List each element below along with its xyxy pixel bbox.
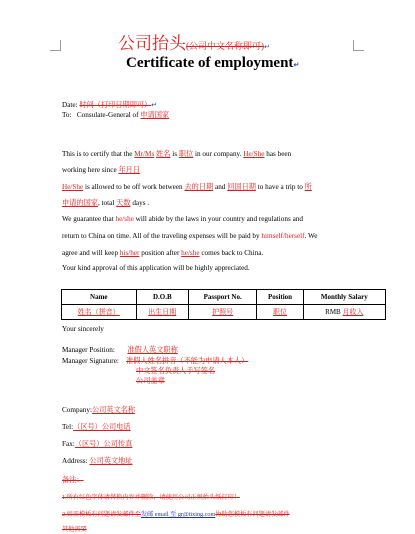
- tel-value: （区号）公司电话: [73, 423, 131, 431]
- note-2-text: 2.如需模板有问题请发邮件至: [62, 511, 141, 518]
- manager-position-label: Manager Position:: [62, 346, 115, 354]
- note-email-link[interactable]: 发邮 email 至 gr@tixing.com: [140, 511, 216, 518]
- crop-mark-top-left: [50, 40, 61, 51]
- text-run: Your kind approval of this application will be highly appreciated.: [62, 264, 250, 272]
- note-3: [62, 525, 87, 534]
- return-date-field: 回国日期: [227, 183, 256, 191]
- fax-label: Fax:: [62, 440, 75, 448]
- para1-line3: [62, 183, 312, 192]
- cell-name: 姓名（拼音）: [62, 305, 137, 320]
- destination-field: 所: [304, 183, 312, 191]
- company-line: [62, 406, 135, 415]
- closing-text: Your sincerely: [62, 325, 104, 333]
- text-run: is allowed to be off work between: [84, 183, 183, 191]
- paragraph-mark: ↵: [293, 61, 300, 69]
- note-1-text: 1.所有红色字体请替换内容并删除，请使用公司正规抬头纸打印！: [62, 494, 240, 501]
- para2-line3: [62, 249, 263, 258]
- letterhead-main: 公司抬头: [118, 34, 186, 53]
- para1-line1: [62, 150, 291, 159]
- note-3-text: 其他需要: [62, 526, 87, 533]
- letterhead-sub: (公司中文名称即可): [186, 41, 264, 51]
- title-field: Mr/Ms: [134, 150, 155, 158]
- company-letterhead: [118, 29, 270, 54]
- since-date-field: 年月日: [118, 166, 141, 174]
- manager-signature-line3: [136, 377, 165, 386]
- text-run: in our company.: [195, 150, 242, 158]
- table-row: [62, 305, 386, 320]
- manager-position-line: [62, 346, 178, 355]
- destination-field: 申请的国家: [62, 199, 98, 207]
- text-run: comes back to China.: [201, 249, 264, 257]
- company-label: Company:: [62, 406, 92, 414]
- tel-line: [62, 423, 131, 432]
- text-run: This is to certify that the: [62, 150, 133, 158]
- manager-handwritten-note: 中文签名负责人手写签名: [136, 367, 216, 375]
- tel-label: Tel:: [62, 423, 74, 431]
- paragraph-mark: ↵: [151, 101, 158, 109]
- note-2: [62, 510, 290, 519]
- text-run: , total: [97, 199, 115, 207]
- manager-signature-line: [62, 357, 248, 366]
- position-field: 职位: [178, 150, 194, 158]
- notes-heading-text: 备注：: [62, 476, 84, 484]
- days-field: 天数: [116, 199, 131, 207]
- text-run: return to China on time. All of the traveling expenses will be paid by: [62, 232, 260, 240]
- col-position-header: Position: [257, 290, 303, 305]
- address-value: 公司英文地址: [89, 457, 133, 465]
- pronoun-field: he/she: [115, 215, 134, 223]
- salary-value: 月收入: [342, 308, 364, 316]
- col-passport-header: Passport No.: [188, 290, 256, 305]
- to-recipient: Consulate-General of: [76, 111, 139, 119]
- cell-passport: 护照号: [188, 305, 256, 320]
- manager-position-value: 准假人英文职称: [127, 346, 178, 354]
- document-title-text: Certificate of employment: [126, 55, 294, 71]
- col-dob-header: D.O.B: [136, 290, 188, 305]
- text-run: has been: [266, 150, 292, 158]
- closing: [62, 325, 104, 334]
- possessive-field: his/her: [119, 249, 140, 257]
- to-country: 申请国家: [140, 111, 170, 119]
- company-seal-note: 公司盖章: [136, 377, 165, 385]
- fax-value: （区号）公司传真: [74, 440, 133, 448]
- text-run: We guarantee that: [62, 215, 114, 223]
- col-name-header: Name: [62, 290, 137, 305]
- pronoun-field: he/she: [181, 249, 200, 257]
- leave-date-field: 去的日期: [184, 183, 214, 191]
- table-header-row: [62, 290, 386, 305]
- cell-position: 职位: [257, 305, 303, 320]
- cell-salary: [303, 305, 385, 320]
- to-label: To:: [62, 111, 72, 119]
- para3: [62, 264, 250, 273]
- pronoun-field: He/She: [62, 183, 84, 191]
- manager-signature-label: Manager Signature:: [62, 357, 119, 365]
- text-run: . We: [304, 232, 318, 240]
- note-1: [62, 493, 240, 502]
- text-run: agree and will keep: [62, 249, 119, 257]
- address-label: Address:: [62, 457, 88, 465]
- text-run: will abide by the laws in your country and regulations and: [135, 215, 303, 223]
- text-run: working here since: [62, 166, 117, 174]
- para1-line2: [62, 166, 140, 175]
- to-line: [62, 111, 169, 120]
- name-field: 姓名: [156, 150, 171, 158]
- text-run: to have a trip to: [257, 183, 303, 191]
- para2-line2: [62, 232, 317, 241]
- text-run: days .: [132, 199, 150, 207]
- text-run: position after: [141, 249, 180, 257]
- para2-line1: [62, 215, 303, 224]
- manager-signature-name: 准假人姓名拼音（不能为申请人本人）: [126, 357, 249, 365]
- note-2-text-b: 协助您模板有问题请发邮件: [215, 511, 290, 518]
- date-value: 时间（打印日期即可）: [79, 101, 152, 109]
- col-salary-header: Monthly Salary: [303, 290, 385, 305]
- manager-signature-line2: [136, 367, 215, 376]
- employment-table: [61, 289, 386, 320]
- document-title: [126, 55, 299, 72]
- self-field: himself/herself: [261, 232, 305, 240]
- para1-line4: [62, 199, 149, 208]
- company-value: 公司英文名称: [91, 406, 136, 414]
- date-label: Date:: [62, 101, 78, 109]
- paragraph-mark: ↵: [264, 43, 270, 51]
- crop-mark-top-right: [353, 40, 364, 51]
- fax-line: [62, 440, 132, 449]
- pronoun-field: He/She: [243, 150, 265, 158]
- text-run: is: [172, 150, 178, 158]
- notes-heading: [62, 476, 84, 485]
- date-line: [62, 101, 157, 110]
- address-line: [62, 457, 133, 466]
- cell-dob: 出生日期: [136, 305, 188, 320]
- salary-currency: RMB: [325, 308, 341, 316]
- text-run: and: [215, 183, 226, 191]
